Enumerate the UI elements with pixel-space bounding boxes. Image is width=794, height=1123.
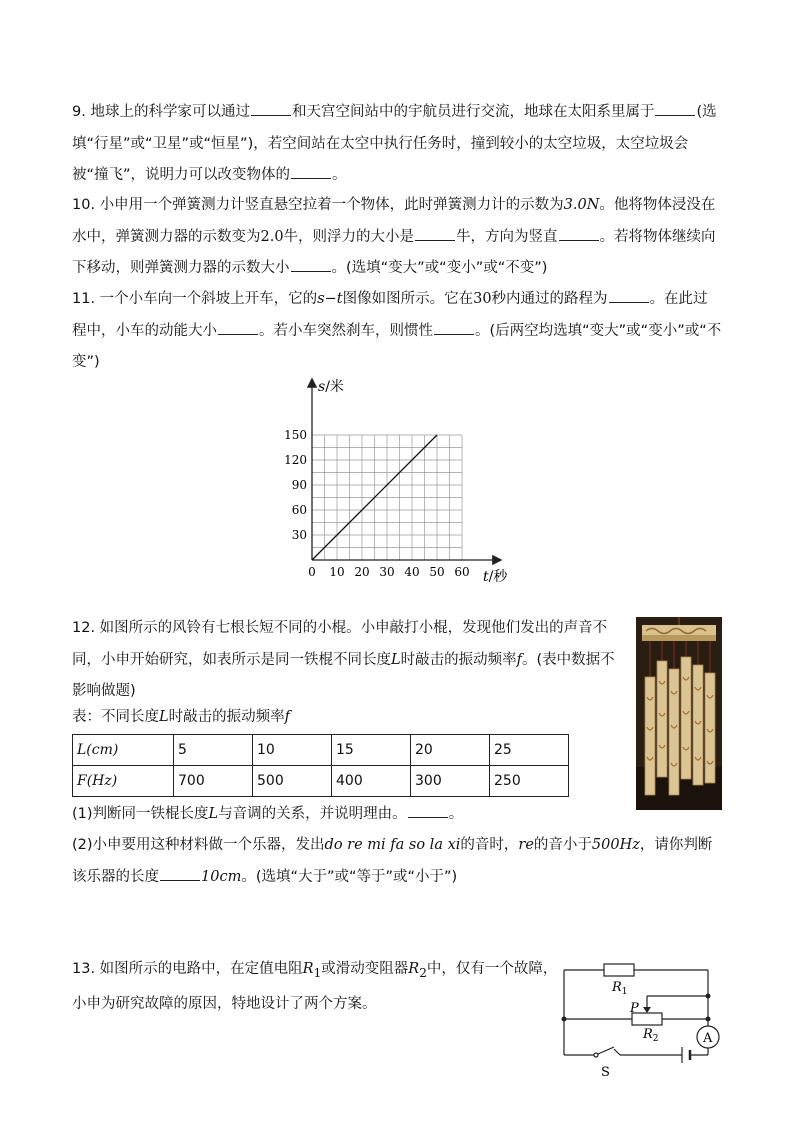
q10-text-3: 牛，则浮力的大小是 (283, 228, 415, 245)
r2-label: $R_2$ (643, 1027, 659, 1044)
q11-text-6: 。(后两空均选填“变大”或“变小”或“不变”) (72, 322, 722, 370)
table-header-length: L(cm) (73, 735, 174, 766)
table-cell: 5 (174, 735, 253, 766)
wind-chime-photo (636, 617, 722, 810)
sub2-value-freq: 500Hz (591, 837, 640, 853)
q11-blank-2[interactable] (218, 320, 258, 335)
q11-text-5: 。若小车突然刹车，则惯性 (259, 322, 433, 339)
sub2-text-2: 的音时， (460, 837, 519, 853)
sub2-notes: do re mi fa so la xi (324, 837, 461, 853)
q11-value-st: s−t (317, 291, 343, 307)
table-cell: 400 (332, 766, 411, 797)
sub1-text-1: (1)判断同一铁棍长度 (72, 806, 209, 822)
q13-sub-2: 2 (419, 965, 427, 980)
y-tick-label: 60 (291, 503, 307, 517)
q12-text-2: 时敲击的振动频率 (400, 651, 517, 668)
sub1-text-2: 与音调的关系，并说明理由。 (218, 806, 407, 822)
table-cell: 500 (253, 766, 332, 797)
sub2-value-length: 10cm (201, 868, 242, 885)
q11-value-time: 30 (473, 291, 492, 307)
q9-text-1: 9. 地球上的科学家可以通过 (72, 104, 250, 120)
question-9 (72, 97, 722, 192)
slider-arrow (643, 1007, 651, 1013)
question-12-sub-1 (72, 799, 722, 831)
x-tick-label: 30 (379, 565, 395, 579)
x-tick-label: 60 (454, 565, 470, 579)
sub2-text-3: 的音小于 (533, 837, 592, 853)
q13-var-r2: R (408, 961, 420, 977)
q11-text-4: 。在此过程中，小车的动能大小 (72, 291, 708, 339)
q13-var-r1: R (302, 961, 314, 977)
caption-var-l: L (159, 709, 169, 725)
resistor-r1 (604, 964, 634, 976)
q10-text-6: 。(选填“变大”或“变小”或“不变”) (331, 260, 548, 276)
q13-text-2: 或滑动变阻器 (321, 961, 409, 977)
question-13 (72, 954, 562, 1021)
sub2-text-1: (2)小申要用这种材料做一个乐器，发出 (72, 837, 325, 853)
question-11 (72, 284, 722, 379)
circuit-diagram (552, 958, 732, 1086)
ammeter-label: A (703, 1031, 713, 1046)
table-cell: 700 (174, 766, 253, 797)
sub2-note-re: re (518, 837, 534, 853)
sub1-text-3: 。 (448, 806, 464, 822)
x-tick-label: 10 (329, 565, 345, 579)
q12-var-l: L (391, 651, 401, 668)
q12-text-3: 。(表中数据不影响做题) (72, 651, 615, 699)
q11-blank-1[interactable] (609, 288, 649, 303)
sub1-var-l: L (208, 806, 219, 822)
y-tick-labels (284, 428, 307, 542)
question-12-sub-2 (72, 830, 722, 893)
q9-blank-3[interactable] (291, 164, 331, 179)
q12-blank-2[interactable] (160, 866, 200, 881)
y-tick-label: 150 (284, 428, 307, 442)
p-label: P (630, 1001, 639, 1016)
q9-blank-2[interactable] (655, 101, 695, 116)
x-axis-label: t/秒 (483, 569, 508, 585)
table-cell: 10 (253, 735, 332, 766)
table-cell: 250 (490, 766, 569, 797)
table-row (73, 735, 569, 766)
table-cell: 300 (411, 766, 490, 797)
sub2-text-5: 。(选填“大于”或“等于”或“小于”) (241, 868, 458, 885)
q9-blank-1[interactable] (251, 101, 291, 116)
q12-text-1: 12. 如图所示的风铃有七根长短不同的小棍。小申敲打小棍，发现他们发出的声音不同，小申开始研究，如表所示是同一铁棍不同长度 (72, 620, 608, 668)
q13-text-3: 中，仅有一个故障，小申为研究故障的原因，特地设计了两个方案。 (72, 961, 558, 1013)
q10-value-reading: 2.0 (260, 228, 284, 245)
q11-text-3: 秒内通过的路程为 (491, 291, 608, 307)
caption-text-2: 时敲击的振动频率 (168, 709, 285, 725)
x-tick-labels (308, 565, 469, 579)
sub2-text-4: ，请你判断该乐器的长度 (72, 837, 713, 885)
x-tick-label: 40 (404, 565, 420, 579)
table-cell: 25 (490, 735, 569, 766)
q10-blank-3[interactable] (291, 257, 331, 272)
question-10 (72, 190, 722, 285)
q13-text-1: 13. 如图所示的电路中，在定值电阻 (72, 961, 303, 977)
switch-lever (598, 1047, 614, 1054)
q10-blank-2[interactable] (559, 226, 599, 241)
caption-text-1: 表：不同长度 (72, 709, 159, 725)
table-header-frequency: F(Hz) (73, 766, 174, 797)
y-axis-label: s/米 (318, 379, 344, 395)
y-tick-label: 90 (291, 478, 307, 492)
q11-text-2: 图像如图所示。它在 (342, 291, 474, 307)
r1-label: $R_1$ (612, 980, 628, 997)
q10-value-force: 3.0N (563, 197, 600, 213)
table-row (73, 766, 569, 797)
q10-text-2: 。他将物体浸没在水中，弹簧测力器的示数变为 (72, 197, 716, 245)
q10-text-1: 10. 小申用一个弹簧测力计竖直悬空拉着一个物体，此时弹簧测力计的示数为 (72, 197, 564, 213)
table-caption (72, 705, 290, 726)
q10-blank-1[interactable] (415, 226, 455, 241)
y-tick-label: 120 (284, 453, 307, 467)
caption-var-f: f (284, 709, 291, 725)
q11-text-1: 11. 一个小车向一个斜坡上开车，它的 (72, 291, 318, 307)
q9-text-2: 和天宫空间站中的宇航员进行交流，地球在太阳系里属于 (291, 104, 655, 120)
q11-blank-3[interactable] (434, 320, 474, 335)
x-tick-label: 0 (308, 565, 316, 579)
q9-text-4: 。 (332, 167, 347, 183)
q13-sub-1: 1 (313, 965, 322, 980)
q9-text-3: (选填“行星”或“卫星”或“恒星”)，若空间站在太空中执行任务时，撞到较小的太空垃圾，太空垃圾会被“撞飞”，说明力可以改变物体的 (72, 104, 717, 183)
x-tick-label: 20 (354, 565, 370, 579)
x-tick-label: 50 (429, 565, 445, 579)
frequency-table (72, 734, 569, 797)
q12-blank-1[interactable] (408, 803, 448, 818)
table-cell: 15 (332, 735, 411, 766)
chart-grid (312, 435, 462, 560)
q10-text-5: 。若将物体继续向下移动，则弹簧测力器的示数大小 (72, 228, 716, 276)
switch-label: S (601, 1065, 610, 1080)
q10-text-4: 牛，方向为竖直 (456, 228, 558, 245)
q12-var-f: f (516, 651, 523, 668)
question-12 (72, 613, 620, 708)
y-tick-label: 30 (291, 528, 307, 542)
st-chart (272, 375, 512, 590)
table-cell: 20 (411, 735, 490, 766)
